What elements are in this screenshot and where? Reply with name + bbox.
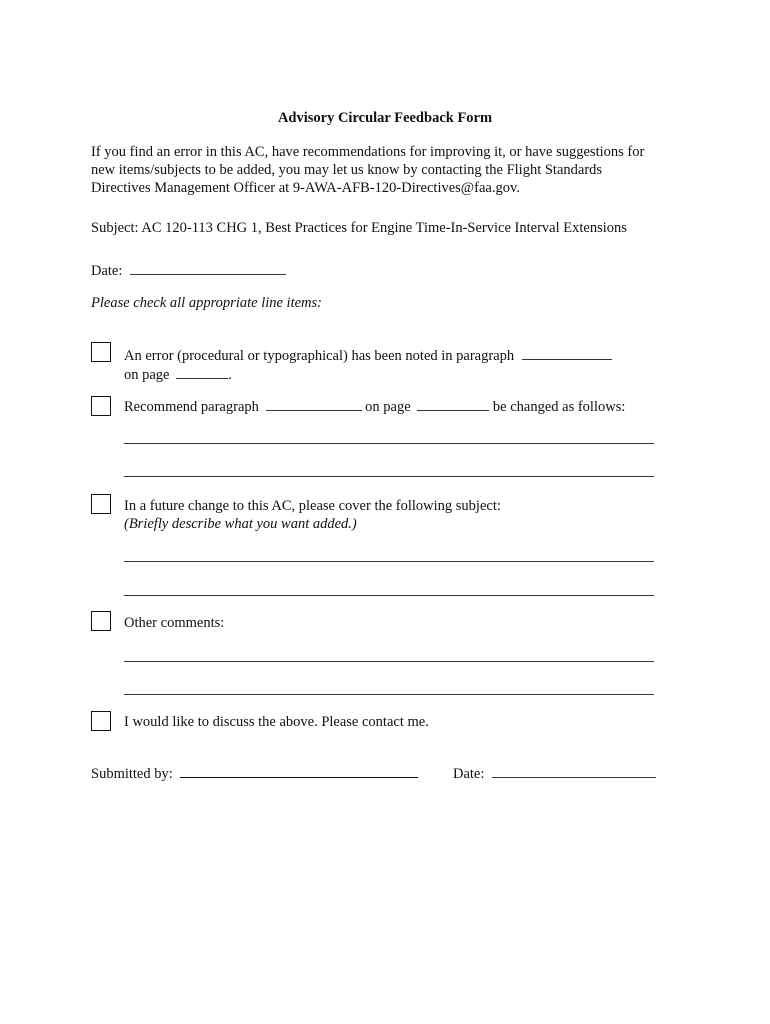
- checkbox-contact-me[interactable]: [91, 711, 111, 731]
- item3-hint: (Briefly describe what you want added.): [124, 516, 357, 532]
- item1-period: .: [228, 367, 232, 383]
- item2-text-a: Recommend paragraph: [124, 399, 259, 415]
- item1-line1: [124, 345, 612, 365]
- item2-text-b: on page: [365, 399, 411, 415]
- date-label: Date:: [91, 263, 123, 279]
- recommend-page-field[interactable]: [417, 396, 489, 411]
- comments-line-1[interactable]: [124, 661, 654, 662]
- subject-line: Subject: AC 120-113 CHG 1, Best Practices for Engine Time-In-Service Interval Extensions: [91, 220, 627, 236]
- submitted-by-label: Submitted by:: [91, 766, 173, 782]
- checkbox-recommend-change[interactable]: [91, 396, 111, 416]
- intro-line-1: If you find an error in this AC, have recommendations for improving it, or have suggestions for: [91, 144, 645, 160]
- checkbox-error-noted[interactable]: [91, 342, 111, 362]
- item1-line2: [124, 364, 232, 384]
- item5-text: I would like to discuss the above. Please contact me.: [124, 714, 429, 730]
- item3-text: In a future change to this AC, please cover the following subject:: [124, 498, 501, 514]
- footer-date-label: Date:: [453, 766, 485, 782]
- recommend-line-1[interactable]: [124, 443, 654, 444]
- recommend-paragraph-field[interactable]: [266, 396, 362, 411]
- recommend-line-2[interactable]: [124, 476, 654, 477]
- error-paragraph-field[interactable]: [522, 345, 612, 360]
- future-subject-line-2[interactable]: [124, 595, 654, 596]
- checkbox-other-comments[interactable]: [91, 611, 111, 631]
- footer-date-field[interactable]: [492, 763, 656, 778]
- item4-text: Other comments:: [124, 615, 225, 631]
- submitted-by-row: [91, 763, 418, 783]
- intro-line-3: Directives Management Officer at 9-AWA-AFB-120-Directives@faa.gov.: [91, 180, 520, 196]
- footer-date-row: [453, 763, 656, 783]
- intro-line-2: new items/subjects to be added, you may let us know by contacting the Flight Standards: [91, 162, 603, 178]
- date-row: [91, 260, 286, 280]
- item2-text-c: be changed as follows:: [492, 399, 626, 415]
- error-page-field[interactable]: [176, 364, 228, 379]
- future-subject-line-1[interactable]: [124, 561, 654, 562]
- comments-line-2[interactable]: [124, 694, 654, 695]
- item2-line: [124, 396, 625, 416]
- date-field[interactable]: [130, 260, 286, 275]
- item1-text-a: An error (procedural or typographical) has been noted in paragraph: [124, 348, 515, 364]
- instruction-text: Please check all appropriate line items:: [91, 295, 322, 311]
- submitted-by-field[interactable]: [180, 763, 418, 778]
- form-title: Advisory Circular Feedback Form: [277, 110, 493, 126]
- checkbox-future-change[interactable]: [91, 494, 111, 514]
- item1-text-b: on page: [124, 367, 170, 383]
